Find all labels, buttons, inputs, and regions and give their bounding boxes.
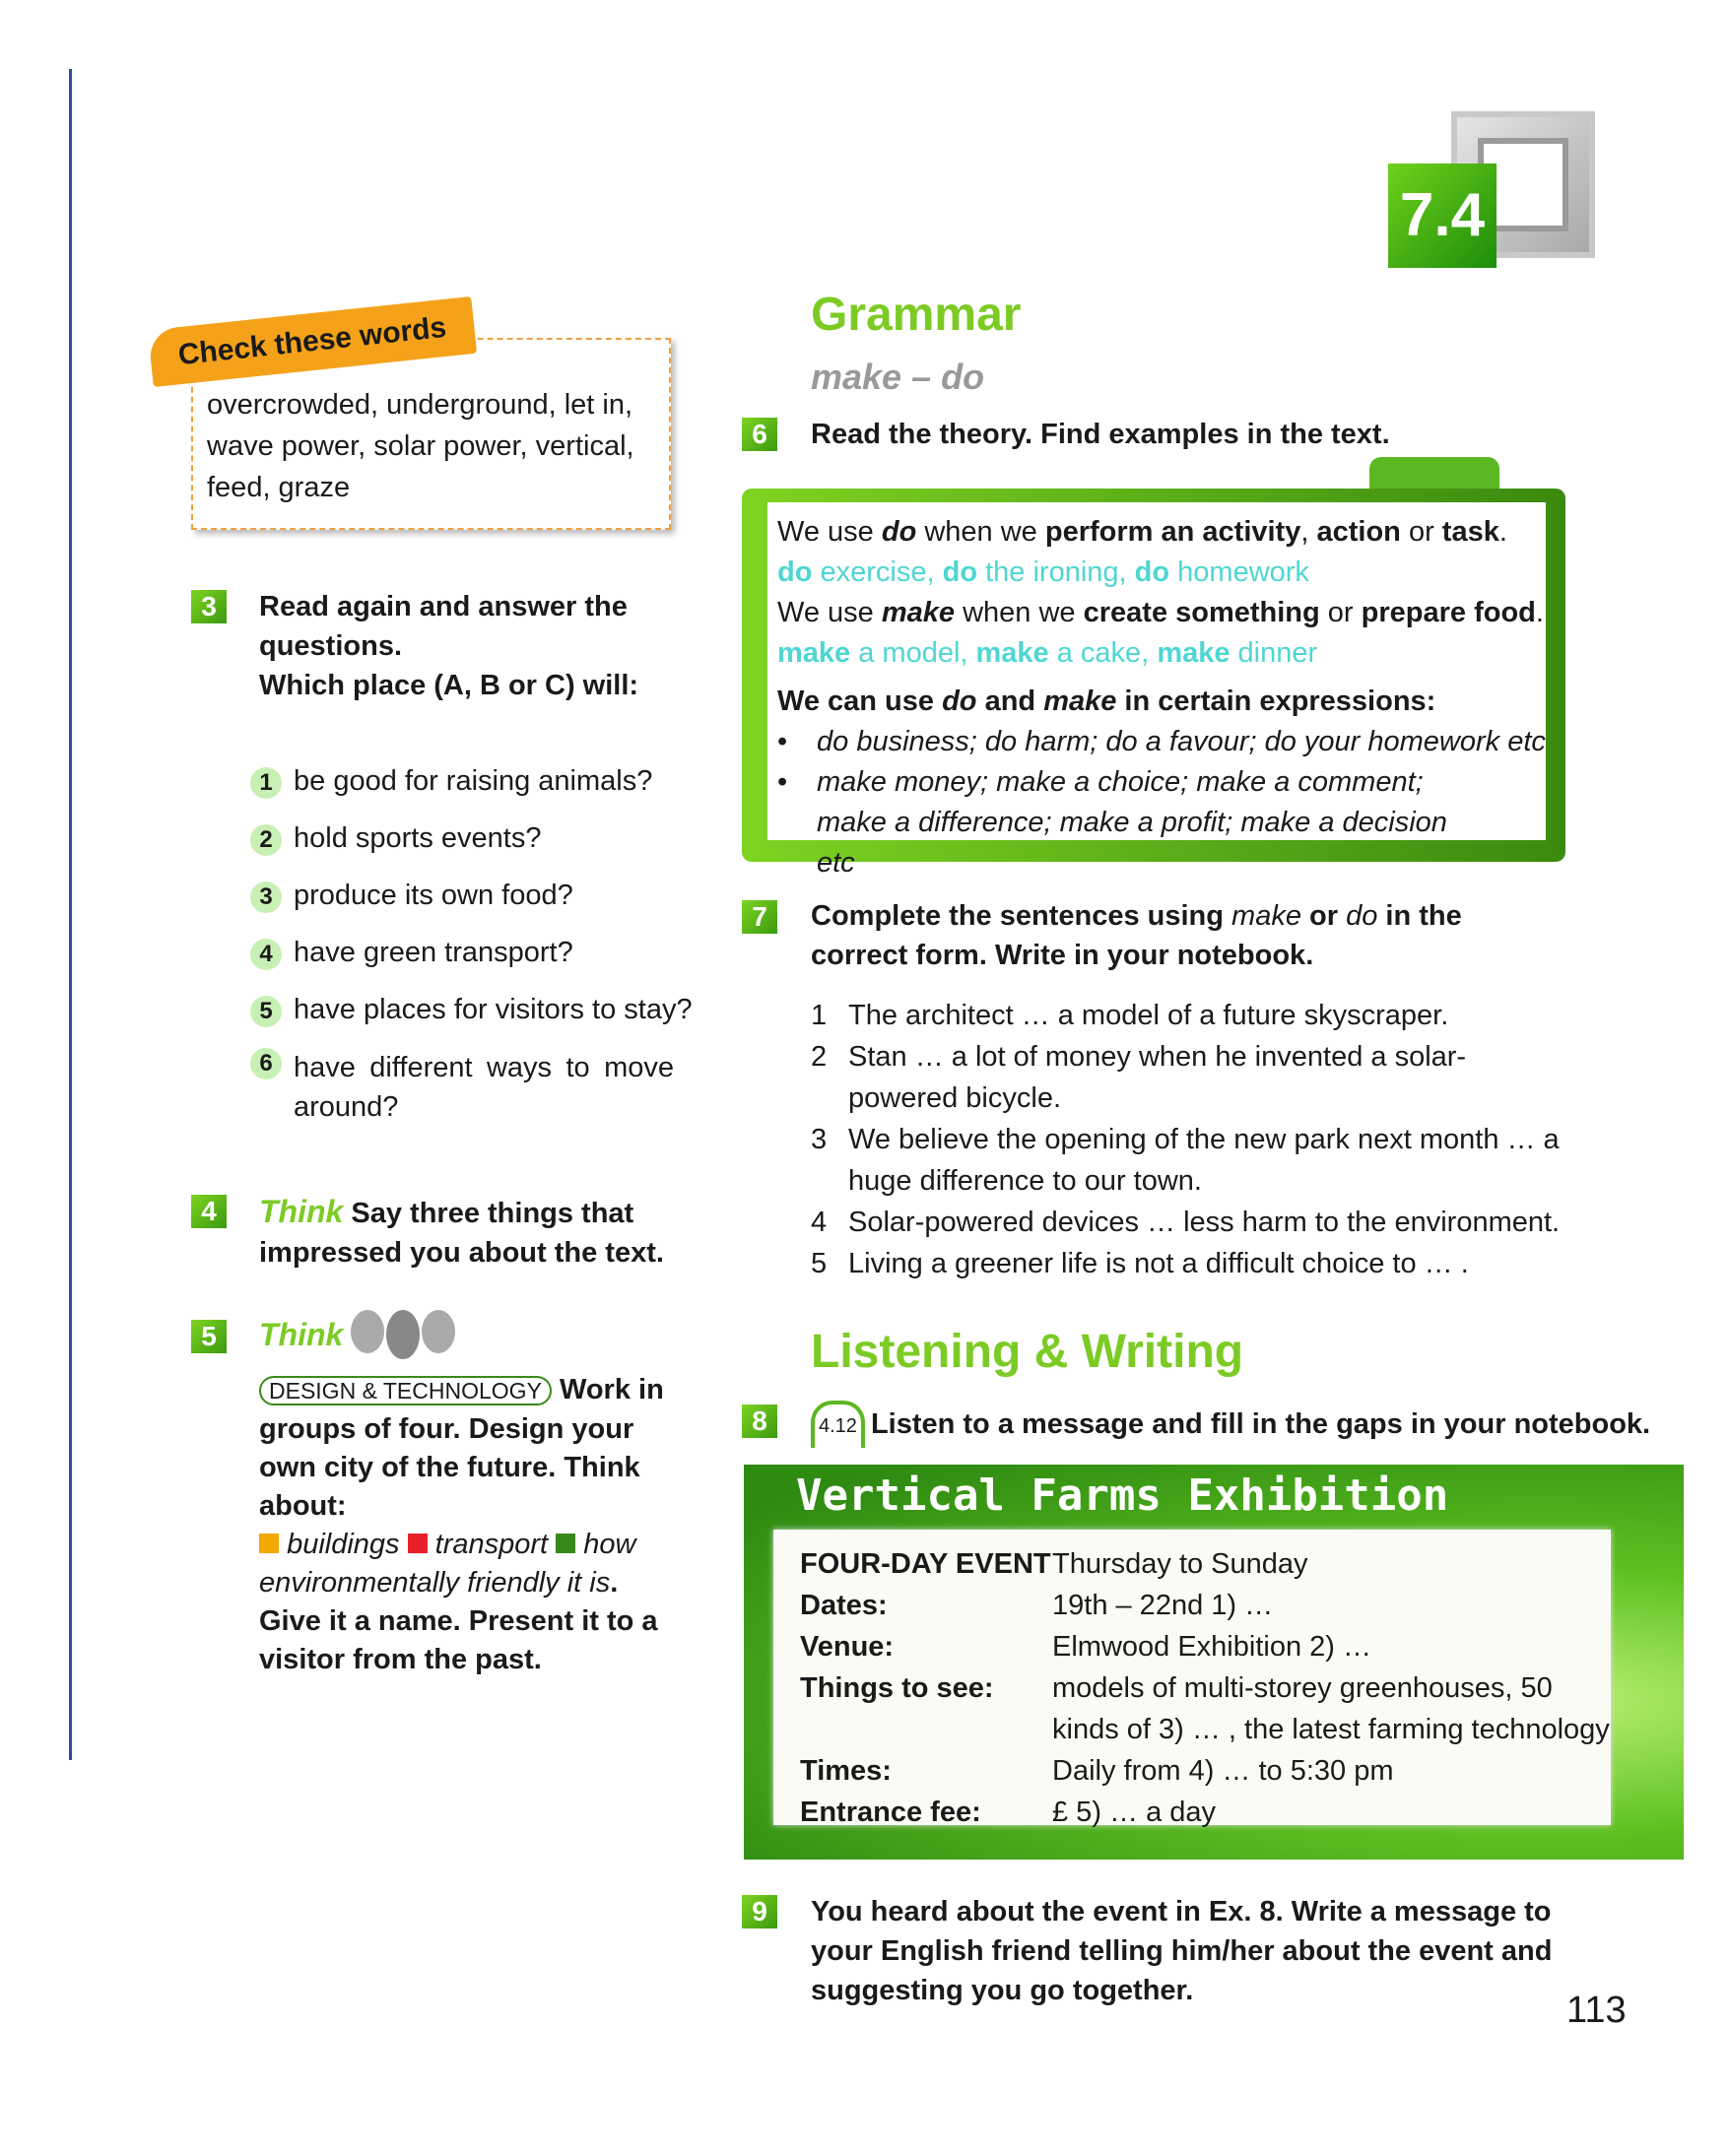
theory-line: We can use do and make in certain expressions:	[777, 686, 1436, 717]
exercise-number: 8	[742, 1405, 777, 1438]
item-text: have places for visitors to stay?	[294, 994, 693, 1025]
theory-bullet: • make money; make a choice; make a comment; make a difference; make a profit; make a decision etc	[777, 766, 1447, 879]
theory-line: We use do when we perform an activity, action or task.	[777, 516, 1507, 548]
item-text: have green transport?	[294, 937, 573, 968]
bullet-square	[259, 1534, 279, 1553]
exercise-number: 6	[742, 418, 777, 451]
item-text: hold sports events?	[294, 822, 542, 854]
item-number: 1	[250, 767, 282, 799]
theory-example: do exercise, do the ironing, do homework	[777, 556, 1309, 588]
ex5-instruction-end: . Give it a name. Present it to a visitor from the past.	[259, 1567, 658, 1675]
ex3-instruction	[259, 587, 653, 705]
item-number: 5	[250, 996, 282, 1027]
theory-box	[742, 489, 1565, 879]
ex4-instruction: Say three things that impressed you about the text.	[259, 1198, 664, 1269]
option-buildings: buildings	[287, 1529, 400, 1560]
ex7-list	[811, 995, 1569, 1284]
list-item: 4 Solar-powered devices … less harm to the environment.	[811, 1207, 1561, 1238]
bullet-square	[556, 1534, 575, 1553]
list-item	[250, 1048, 674, 1127]
list-item	[250, 761, 652, 801]
exercise-number: 5	[191, 1320, 227, 1353]
list-item	[250, 933, 573, 972]
option-how: how environmentally friendly it is	[259, 1529, 636, 1599]
ex8-instruction: 4.12 Listen to a message and fill in the gaps in your notebook.	[811, 1401, 1650, 1448]
item-text: have different ways to move around?	[294, 1052, 674, 1123]
list-item	[250, 818, 541, 858]
event-details: FOUR-DAY EVENT Thursday to Sunday Dates: 19th – 22nd 1) … Venue: Elmwood Exhibition 2) … Things to see: models of multi-storey greenhouses, 50 kinds of 3) … , the latest farming technology Times: Daily from 4) … to 5:30 pm Entrance fee: £ 5) … a day	[800, 1548, 1610, 1828]
ex7-instruction: Complete the sentences using make or do in the correct form. Write in your notebook.	[811, 900, 1462, 971]
item-text: be good for raising animals?	[294, 765, 653, 797]
list-item: 5 Living a greener life is not a difficult choice to … .	[811, 1248, 1469, 1279]
ex3-sub: Which place (A, B or C) will:	[259, 670, 639, 701]
exercise-number: 7	[742, 900, 777, 934]
poster-paper	[773, 1530, 1611, 1828]
unit-number: 7.4	[1388, 163, 1497, 268]
group-heads-icon	[351, 1310, 455, 1359]
think-icon: Think	[259, 1316, 344, 1352]
theory-example: make a model, make a cake, make dinner	[777, 637, 1318, 669]
grammar-subtitle: make – do	[811, 357, 985, 397]
item-number: 4	[250, 939, 282, 970]
audio-track-icon[interactable]: 4.12	[811, 1401, 865, 1448]
theory-bullet: • do business; do harm; do a favour; do your homework etc	[777, 726, 1546, 757]
check-words-list: overcrowded, underground, let in, wave power, solar power, vertical, feed, graze	[207, 389, 634, 503]
list-item	[250, 876, 573, 915]
exhibition-poster	[744, 1465, 1684, 1860]
grammar-title: Grammar	[811, 289, 1022, 341]
bullet-square	[408, 1534, 428, 1553]
list-item: 3 We believe the opening of the new park next month … a huge difference to our town.	[811, 1124, 1560, 1197]
listening-title: Listening & Writing	[811, 1326, 1244, 1378]
list-item: 1 The architect … a model of a future skyscraper.	[811, 1000, 1449, 1031]
ex4-text	[259, 1192, 673, 1273]
think-icon: Think	[259, 1194, 344, 1229]
ex5-heading	[259, 1310, 455, 1359]
ex9-instruction: You heard about the event in Ex. 8. Write a message to your English friend telling him/her about the event and suggesting you go together.	[811, 1896, 1553, 2006]
exercise-number: 9	[742, 1895, 777, 1928]
item-number: 3	[250, 882, 282, 913]
subject-tag: DESIGN & TECHNOLOGY	[259, 1376, 552, 1405]
ex6-instruction: Read the theory. Find examples in the text.	[811, 419, 1390, 450]
item-number: 2	[250, 824, 282, 856]
exercise-number: 3	[191, 590, 227, 623]
margin-line	[69, 69, 72, 1760]
option-transport: transport	[434, 1529, 549, 1560]
ex5-instruction: Work in groups of four. Design your own city of the future. Think about:	[259, 1374, 664, 1522]
check-words-tab: Check these words	[148, 296, 477, 387]
list-item	[250, 990, 693, 1029]
ex3-question: Read again and answer the questions.	[259, 591, 628, 662]
item-number: 6	[250, 1048, 282, 1079]
ex5-text	[259, 1371, 673, 1679]
theory-line: We use make when we create something or prepare food.	[777, 597, 1544, 628]
page-number: 113	[1566, 1990, 1627, 2031]
item-text: produce its own food?	[294, 880, 573, 911]
list-item: 2 Stan … a lot of money when he invented a solar-powered bicycle.	[811, 1041, 1467, 1114]
poster-title: Vertical Farms Exhibition	[796, 1470, 1449, 1521]
exercise-number: 4	[191, 1195, 227, 1228]
